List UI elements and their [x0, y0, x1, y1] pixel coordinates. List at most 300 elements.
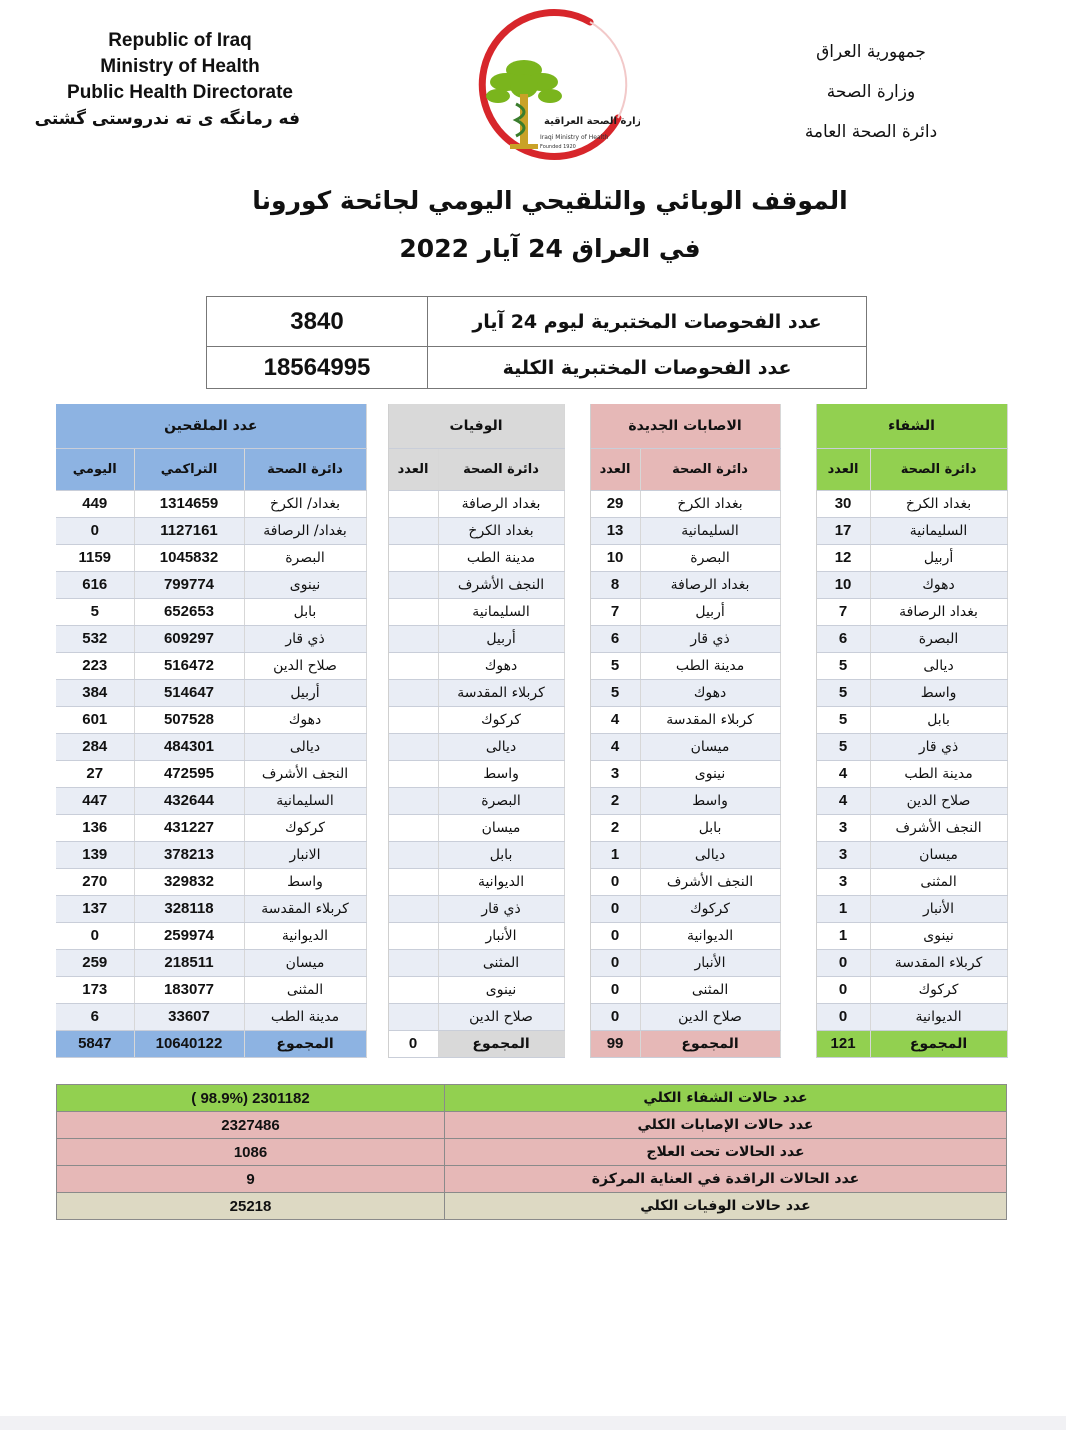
infections-directorate-cell: المثنى — [640, 976, 780, 1003]
ministry-logo — [440, 8, 640, 168]
vaccinated-directorate-cell: كربلاء المقدسة — [244, 895, 366, 922]
table-row — [56, 868, 1007, 895]
infections-count-cell: 3 — [590, 760, 640, 787]
infections-count-cell: 5 — [590, 652, 640, 679]
column-spacer — [564, 949, 590, 976]
column-spacer — [780, 490, 816, 517]
column-spacer — [366, 679, 388, 706]
recovered-total: 121 — [816, 1030, 870, 1057]
infections-directorate-cell: الأنبار — [640, 949, 780, 976]
infections-count-cell: 10 — [590, 544, 640, 571]
vaccinated-directorate-cell: كركوك — [244, 814, 366, 841]
recovered-count-cell: 7 — [816, 598, 870, 625]
totals-row — [56, 1030, 1007, 1057]
total-tests-label: عدد الفحوصات المختبرية الكلية — [428, 347, 867, 389]
header-ar-line: جمهورية العراق — [816, 42, 926, 62]
logo-title: وزارة الصحة العراقية — [544, 116, 640, 127]
recovered-count-cell: 6 — [816, 625, 870, 652]
column-spacer — [564, 1003, 590, 1030]
column-spacer — [564, 404, 590, 448]
recovered-directorate-cell: بغداد الكرخ — [870, 490, 1007, 517]
section-deaths-header: الوفيات — [388, 404, 564, 448]
table-row — [56, 787, 1007, 814]
infections-count-cell: 0 — [590, 868, 640, 895]
recovered-directorate-cell: ذي قار — [870, 733, 1007, 760]
vaccinated-directorate-cell: نينوى — [244, 571, 366, 598]
vaccinated-daily-cell: 6 — [56, 1003, 134, 1030]
summary-label: عدد الحالات تحت العلاج — [445, 1139, 1007, 1166]
column-spacer — [366, 976, 388, 1003]
infections-total: 99 — [590, 1030, 640, 1057]
column-spacer — [366, 517, 388, 544]
column-spacer — [366, 1030, 388, 1057]
column-spacer — [780, 679, 816, 706]
recovered-count-cell: 3 — [816, 868, 870, 895]
lab-tests-table — [206, 296, 867, 389]
infections-directorate-cell: الديوانية — [640, 922, 780, 949]
vaccinated-daily-cell: 384 — [56, 679, 134, 706]
vaccinated-directorate-cell: النجف الأشرف — [244, 760, 366, 787]
column-spacer — [366, 841, 388, 868]
vaccinated-cumulative-cell: 328118 — [134, 895, 244, 922]
infections-directorate-cell: أربيل — [640, 598, 780, 625]
vaccinated-cumulative-cell: 33607 — [134, 1003, 244, 1030]
col-header-daily: اليومي — [56, 448, 134, 490]
vaccinated-cumulative-cell: 432644 — [134, 787, 244, 814]
infections-count-cell: 2 — [590, 814, 640, 841]
column-spacer — [564, 571, 590, 598]
vaccinated-daily-cell: 284 — [56, 733, 134, 760]
column-spacer — [366, 760, 388, 787]
column-spacer — [564, 490, 590, 517]
summary-label: عدد حالات الوفيات الكلي — [445, 1193, 1007, 1220]
vaccinated-daily-cell: 1159 — [56, 544, 134, 571]
column-spacer — [780, 652, 816, 679]
table-row — [56, 760, 1007, 787]
column-spacer — [780, 733, 816, 760]
recovered-directorate-cell: كركوك — [870, 976, 1007, 1003]
deaths-count-cell — [388, 517, 438, 544]
vaccinated-cumulative-cell: 484301 — [134, 733, 244, 760]
column-spacer — [564, 976, 590, 1003]
recovered-directorate-cell: الديوانية — [870, 1003, 1007, 1030]
deaths-count-cell — [388, 598, 438, 625]
deaths-directorate-cell: بابل — [438, 841, 564, 868]
summary-label: عدد حالات الإصابات الكلي — [445, 1112, 1007, 1139]
deaths-directorate-cell: الديوانية — [438, 868, 564, 895]
table-row — [56, 544, 1007, 571]
table-row — [56, 571, 1007, 598]
deaths-count-cell — [388, 895, 438, 922]
header-en-line: Ministry of Health — [100, 56, 260, 77]
summary-value: ( 98.9%) 2301182 — [57, 1085, 445, 1112]
table-row — [56, 517, 1007, 544]
infections-count-cell: 7 — [590, 598, 640, 625]
recovered-directorate-cell: السليمانية — [870, 517, 1007, 544]
vaccinated-cumulative-cell: 1314659 — [134, 490, 244, 517]
recovered-directorate-cell: أربيل — [870, 544, 1007, 571]
deaths-directorate-cell: السليمانية — [438, 598, 564, 625]
infections-directorate-cell: ميسان — [640, 733, 780, 760]
deaths-directorate-cell: بغداد الكرخ — [438, 517, 564, 544]
deaths-directorate-cell: النجف الأشرف — [438, 571, 564, 598]
vaccinated-directorate-cell: ميسان — [244, 949, 366, 976]
table-row — [56, 895, 1007, 922]
table-row — [56, 490, 1007, 517]
deaths-total-label: المجموع — [438, 1030, 564, 1057]
vaccinated-daily-cell: 136 — [56, 814, 134, 841]
vaccinated-daily-total: 5847 — [56, 1030, 134, 1057]
column-spacer — [366, 1003, 388, 1030]
column-spacer — [780, 787, 816, 814]
infections-count-cell: 13 — [590, 517, 640, 544]
deaths-directorate-cell: أربيل — [438, 625, 564, 652]
summary-label: عدد حالات الشفاء الكلي — [445, 1085, 1007, 1112]
column-spacer — [366, 490, 388, 517]
column-spacer — [366, 625, 388, 652]
vaccinated-directorate-cell: السليمانية — [244, 787, 366, 814]
deaths-count-cell — [388, 490, 438, 517]
header-en-line: Public Health Directorate — [67, 82, 293, 103]
deaths-directorate-cell: دهوك — [438, 652, 564, 679]
summary-table — [56, 1084, 1007, 1220]
col-header-directorate: دائرة الصحة — [244, 448, 366, 490]
vaccinated-daily-cell: 259 — [56, 949, 134, 976]
column-spacer — [564, 814, 590, 841]
table-row — [56, 841, 1007, 868]
summary-row — [57, 1193, 1007, 1220]
column-spacer — [366, 598, 388, 625]
summary-row — [57, 1112, 1007, 1139]
logo-founded: Founded 1920 — [540, 144, 576, 150]
column-spacer — [564, 868, 590, 895]
vaccinated-daily-cell: 449 — [56, 490, 134, 517]
deaths-directorate-cell: الأنبار — [438, 922, 564, 949]
recovered-directorate-cell: دهوك — [870, 571, 1007, 598]
infections-directorate-cell: دهوك — [640, 679, 780, 706]
infections-directorate-cell: صلاح الدين — [640, 1003, 780, 1030]
vaccinated-daily-cell: 139 — [56, 841, 134, 868]
col-header-count: العدد — [388, 448, 438, 490]
infections-directorate-cell: ديالى — [640, 841, 780, 868]
table-row — [56, 706, 1007, 733]
column-spacer — [564, 787, 590, 814]
vaccinated-cumulative-cell: 609297 — [134, 625, 244, 652]
column-spacer — [780, 448, 816, 490]
recovered-count-cell: 1 — [816, 922, 870, 949]
column-spacer — [780, 598, 816, 625]
infections-count-cell: 8 — [590, 571, 640, 598]
column-spacer — [780, 404, 816, 448]
vaccinated-daily-cell: 137 — [56, 895, 134, 922]
column-spacer — [366, 949, 388, 976]
column-spacer — [564, 733, 590, 760]
deaths-directorate-cell: كركوك — [438, 706, 564, 733]
infections-directorate-cell: ذي قار — [640, 625, 780, 652]
column-spacer — [780, 922, 816, 949]
table-row — [56, 949, 1007, 976]
deaths-directorate-cell: بغداد الرصافة — [438, 490, 564, 517]
col-header-directorate: دائرة الصحة — [640, 448, 780, 490]
summary-value: 2327486 — [57, 1112, 445, 1139]
infections-count-cell: 0 — [590, 949, 640, 976]
deaths-directorate-cell: ديالى — [438, 733, 564, 760]
vaccinated-cumulative-cell: 472595 — [134, 760, 244, 787]
header-ar-line: دائرة الصحة العامة — [804, 122, 938, 142]
deaths-directorate-cell: مدينة الطب — [438, 544, 564, 571]
col-header-count: العدد — [590, 448, 640, 490]
column-spacer — [780, 571, 816, 598]
summary-row — [57, 1085, 1007, 1112]
column-spacer — [366, 448, 388, 490]
recovered-total-label: المجموع — [870, 1030, 1007, 1057]
bottom-bar — [0, 1416, 1066, 1430]
header-arabic — [786, 32, 956, 152]
recovered-directorate-cell: بابل — [870, 706, 1007, 733]
column-spacer — [564, 652, 590, 679]
main-data-table — [56, 404, 1008, 1058]
vaccinated-directorate-cell: بابل — [244, 598, 366, 625]
recovered-count-cell: 5 — [816, 706, 870, 733]
deaths-count-cell — [388, 733, 438, 760]
vaccinated-daily-cell: 27 — [56, 760, 134, 787]
vaccinated-cumulative-cell: 507528 — [134, 706, 244, 733]
vaccinated-directorate-cell: مدينة الطب — [244, 1003, 366, 1030]
vaccinated-directorate-cell: ذي قار — [244, 625, 366, 652]
infections-directorate-cell: كربلاء المقدسة — [640, 706, 780, 733]
infections-count-cell: 1 — [590, 841, 640, 868]
recovered-count-cell: 0 — [816, 1003, 870, 1030]
column-spacer — [366, 404, 388, 448]
column-spacer — [366, 652, 388, 679]
deaths-count-cell — [388, 544, 438, 571]
vaccinated-cumulative-cell: 799774 — [134, 571, 244, 598]
column-spacer — [366, 787, 388, 814]
recovered-count-cell: 0 — [816, 949, 870, 976]
recovered-count-cell: 3 — [816, 841, 870, 868]
table-row — [56, 976, 1007, 1003]
column-spacer — [780, 544, 816, 571]
col-header-count: العدد — [816, 448, 870, 490]
table-row — [56, 922, 1007, 949]
summary-label: عدد الحالات الراقدة في العناية المركزة — [445, 1166, 1007, 1193]
section-infections-header: الاصابات الجديدة — [590, 404, 780, 448]
column-spacer — [564, 922, 590, 949]
vaccinated-directorate-cell: المثنى — [244, 976, 366, 1003]
deaths-count-cell — [388, 706, 438, 733]
column-spacer — [366, 922, 388, 949]
infections-count-cell: 0 — [590, 895, 640, 922]
column-spacer — [366, 733, 388, 760]
header-ar-line: وزارة الصحة — [826, 82, 916, 102]
palm-tree-emblem-icon — [440, 8, 640, 168]
deaths-count-cell — [388, 1003, 438, 1030]
recovered-directorate-cell: ميسان — [870, 841, 1007, 868]
infections-directorate-cell: بابل — [640, 814, 780, 841]
infections-count-cell: 4 — [590, 706, 640, 733]
section-vaccinated-header: عدد الملقحين — [56, 404, 366, 448]
vaccinated-cumulative-cell: 514647 — [134, 679, 244, 706]
deaths-count-cell — [388, 814, 438, 841]
recovered-directorate-cell: النجف الأشرف — [870, 814, 1007, 841]
vaccinated-cumulative-cell: 431227 — [134, 814, 244, 841]
vaccinated-cumulative-cell: 652653 — [134, 598, 244, 625]
vaccinated-directorate-cell: بغداد/ الرصافة — [244, 517, 366, 544]
column-spacer — [564, 895, 590, 922]
column-spacer — [780, 1003, 816, 1030]
infections-count-cell: 6 — [590, 625, 640, 652]
deaths-directorate-cell: ذي قار — [438, 895, 564, 922]
infections-directorate-cell: كركوك — [640, 895, 780, 922]
column-spacer — [564, 517, 590, 544]
logo-subtitle: Iraqi Ministry of Health — [540, 134, 609, 141]
vaccinated-cumulative-total: 10640122 — [134, 1030, 244, 1057]
infections-total-label: المجموع — [640, 1030, 780, 1057]
vaccinated-daily-cell: 5 — [56, 598, 134, 625]
daily-tests-value: 3840 — [207, 297, 428, 347]
recovered-count-cell: 4 — [816, 787, 870, 814]
infections-directorate-cell: بغداد الكرخ — [640, 490, 780, 517]
recovered-directorate-cell: صلاح الدين — [870, 787, 1007, 814]
column-spacer — [780, 517, 816, 544]
column-spacer — [780, 706, 816, 733]
deaths-count-cell — [388, 949, 438, 976]
column-spacer — [564, 1030, 590, 1057]
total-tests-value: 18564995 — [207, 347, 428, 389]
deaths-directorate-cell: ميسان — [438, 814, 564, 841]
infections-directorate-cell: واسط — [640, 787, 780, 814]
table-row — [56, 652, 1007, 679]
vaccinated-daily-cell: 270 — [56, 868, 134, 895]
column-spacer — [564, 706, 590, 733]
infections-directorate-cell: بغداد الرصافة — [640, 571, 780, 598]
column-spacer — [366, 544, 388, 571]
column-spacer — [780, 625, 816, 652]
summary-value: 9 — [57, 1166, 445, 1193]
column-spacer — [366, 895, 388, 922]
infections-count-cell: 5 — [590, 679, 640, 706]
table-row — [56, 625, 1007, 652]
header-kurdish-line: فه رمانگه ى ته ندروستى گشتى — [34, 109, 300, 129]
vaccinated-daily-cell: 447 — [56, 787, 134, 814]
column-spacer — [780, 841, 816, 868]
summary-value: 1086 — [57, 1139, 445, 1166]
infections-count-cell: 29 — [590, 490, 640, 517]
infections-count-cell: 2 — [590, 787, 640, 814]
deaths-directorate-cell: كربلاء المقدسة — [438, 679, 564, 706]
recovered-count-cell: 3 — [816, 814, 870, 841]
recovered-count-cell: 12 — [816, 544, 870, 571]
vaccinated-daily-cell: 601 — [56, 706, 134, 733]
recovered-directorate-cell: البصرة — [870, 625, 1007, 652]
column-spacer — [780, 895, 816, 922]
header-english — [34, 28, 300, 132]
deaths-directorate-cell: البصرة — [438, 787, 564, 814]
vaccinated-directorate-cell: البصرة — [244, 544, 366, 571]
deaths-count-cell — [388, 841, 438, 868]
column-spacer — [564, 625, 590, 652]
vaccinated-daily-cell: 0 — [56, 922, 134, 949]
vaccinated-daily-cell: 532 — [56, 625, 134, 652]
deaths-directorate-cell: صلاح الدين — [438, 1003, 564, 1030]
column-spacer — [780, 976, 816, 1003]
recovered-directorate-cell: نينوى — [870, 922, 1007, 949]
table-row — [56, 1003, 1007, 1030]
column-spacer — [780, 949, 816, 976]
column-spacer — [780, 868, 816, 895]
vaccinated-directorate-cell: ديالى — [244, 733, 366, 760]
summary-row — [57, 1139, 1007, 1166]
recovered-directorate-cell: كربلاء المقدسة — [870, 949, 1007, 976]
deaths-count-cell — [388, 787, 438, 814]
deaths-directorate-cell: واسط — [438, 760, 564, 787]
recovered-directorate-cell: مدينة الطب — [870, 760, 1007, 787]
vaccinated-daily-cell: 173 — [56, 976, 134, 1003]
header-en-line: Republic of Iraq — [108, 30, 252, 51]
deaths-count-cell — [388, 571, 438, 598]
deaths-count-cell — [388, 976, 438, 1003]
vaccinated-cumulative-cell: 1127161 — [134, 517, 244, 544]
column-spacer — [564, 448, 590, 490]
column-spacer — [366, 706, 388, 733]
deaths-directorate-cell: نينوى — [438, 976, 564, 1003]
daily-tests-label: عدد الفحوصات المختبرية ليوم 24 آيار — [428, 297, 867, 347]
column-spacer — [366, 814, 388, 841]
column-spacer — [780, 1030, 816, 1057]
recovered-count-cell: 1 — [816, 895, 870, 922]
infections-directorate-cell: البصرة — [640, 544, 780, 571]
vaccinated-cumulative-cell: 183077 — [134, 976, 244, 1003]
recovered-count-cell: 17 — [816, 517, 870, 544]
vaccinated-cumulative-cell: 1045832 — [134, 544, 244, 571]
recovered-count-cell: 30 — [816, 490, 870, 517]
section-recovered-header: الشفاء — [816, 404, 1007, 448]
summary-value: 25218 — [57, 1193, 445, 1220]
vaccinated-directorate-cell: أربيل — [244, 679, 366, 706]
recovered-count-cell: 4 — [816, 760, 870, 787]
vaccinated-directorate-cell: الديوانية — [244, 922, 366, 949]
column-spacer — [564, 598, 590, 625]
table-row — [56, 733, 1007, 760]
recovered-count-cell: 5 — [816, 733, 870, 760]
page-subtitle: في العراق 24 آيار 2022 — [399, 234, 701, 263]
vaccinated-daily-cell: 616 — [56, 571, 134, 598]
vaccinated-daily-cell: 223 — [56, 652, 134, 679]
table-row — [56, 679, 1007, 706]
vaccinated-cumulative-cell: 516472 — [134, 652, 244, 679]
table-row — [56, 814, 1007, 841]
recovered-count-cell: 5 — [816, 652, 870, 679]
infections-directorate-cell: مدينة الطب — [640, 652, 780, 679]
column-spacer — [780, 814, 816, 841]
vaccinated-directorate-cell: صلاح الدين — [244, 652, 366, 679]
deaths-count-cell — [388, 625, 438, 652]
column-spacer — [564, 760, 590, 787]
col-header-cumulative: التراكمي — [134, 448, 244, 490]
deaths-count-cell — [388, 760, 438, 787]
vaccinated-cumulative-cell: 329832 — [134, 868, 244, 895]
col-header-directorate: دائرة الصحة — [438, 448, 564, 490]
infections-directorate-cell: النجف الأشرف — [640, 868, 780, 895]
summary-row — [57, 1166, 1007, 1193]
page-title: الموقف الوبائي والتلقيحي اليومي لجائحة كورونا — [252, 186, 848, 215]
vaccinated-cumulative-cell: 378213 — [134, 841, 244, 868]
infections-directorate-cell: نينوى — [640, 760, 780, 787]
deaths-directorate-cell: المثنى — [438, 949, 564, 976]
deaths-count-cell — [388, 652, 438, 679]
column-spacer — [366, 868, 388, 895]
recovered-count-cell: 5 — [816, 679, 870, 706]
